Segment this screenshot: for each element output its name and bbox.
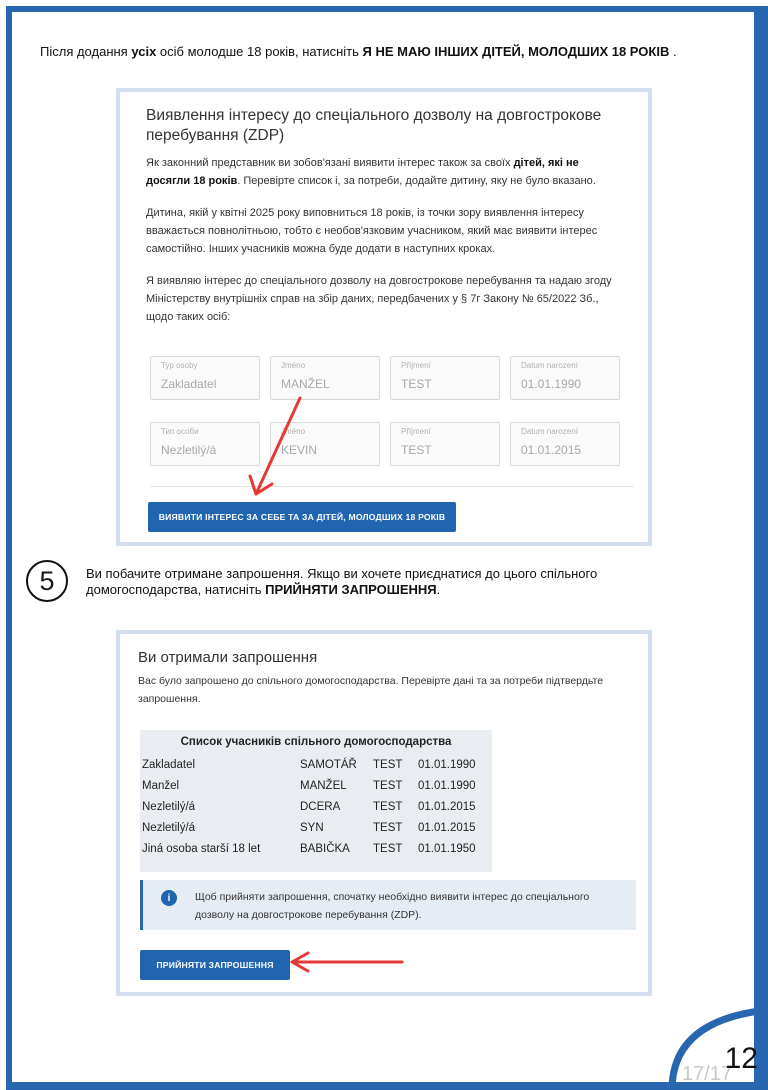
frame-right-edge [754,6,768,1082]
person-type-field: Typ osoby Zakladatel [150,356,260,400]
person-birthdate-field: Datum narození 01.01.1990 [510,356,620,400]
step-instruction-text: Ви побачите отримане запрошення. Якщо ви хочете приєднатися до цього спільного домогосподарства, натисніть ПРИЙНЯТИ ЗАПРОШЕННЯ. [86,566,598,597]
table-row: Zakladatel SAMOTÁŘ TEST 01.01.1990 [142,758,476,771]
page-number: 12 [724,1042,758,1075]
table-row: Nezletilý/á SYN TEST 01.01.2015 [142,821,476,834]
table-row: Manžel MANŽEL TEST 01.01.1990 [142,779,476,792]
person-surname-field: Příjmení TEST [390,356,500,400]
frame-bottom-edge [6,1082,768,1090]
person-type-field: Тип особи Nezletilý/á [150,422,260,466]
info-notice [140,880,636,930]
interest-card-title: Виявлення інтересу до спеціального дозволу на довгострокове перебування (ZDP) [146,107,602,144]
interest-card [116,88,652,546]
info-icon: i [161,890,177,906]
step-number-badge: 5 [26,560,68,602]
interest-paragraph-3: Я виявляю інтерес до спеціального дозволу на довгострокове перебування та надаю згоду Міністерству внутрішніх справ на збір даних, передбачених у § 7г Закону № 65/2022 Зб., щодо таких осіб: [146,275,612,323]
person-name-field: Jméno KEVIN [270,422,380,466]
page-ghost-number: 17/17 [681,1063,732,1085]
info-notice-text: Щоб прийняти запрошення, спочатку необхідно виявити інтерес до спеціального дозволу на довгострокове перебування (ZDP). [195,891,590,921]
person-row [150,422,630,466]
household-members-table [140,730,492,872]
divider [150,486,634,487]
person-name-field: Jméno MANŽEL [270,356,380,400]
interest-paragraph-1: Як законний представник ви зобов'язані виявити інтерес також за своїх дітей, які не досягли 18 років. Перевірте список і, за потреби, додайте дитину, яку не було вказано. [146,157,596,187]
instruction-text: Після додання усіх осіб молодше 18 років, натисніть Я НЕ МАЮ ІНШИХ ДІТЕЙ, МОЛОДШИХ 18 РОКІВ . [40,44,677,59]
household-members-title: Список учасників спільного домогосподарства [180,736,452,748]
invitation-paragraph: Вас було запрошено до спільного домогосподарства. Перевірте дані та за потреби підтвердьте запрошення. [138,675,604,705]
person-surname-field: Příjmení TEST [390,422,500,466]
express-interest-button[interactable]: ВИЯВИТИ ІНТЕРЕС ЗА СЕБЕ ТА ЗА ДІТЕЙ, МОЛОДШИХ 18 РОКІВ [148,502,456,532]
table-row: Jiná osoba starší 18 let BABIČKA TEST 01.01.1950 [142,842,476,855]
invitation-card [116,630,652,996]
person-row [150,356,630,400]
table-row: Nezletilý/á DCERA TEST 01.01.2015 [142,800,476,813]
invitation-card-title: Ви отримали запрошення [138,649,318,666]
interest-paragraph-2: Дитина, якій у квітні 2025 року виповниться 18 років, із точки зору виявлення інтересу вважається повнолітньою, тобто є необов'язковим учасником, який має виявити інтерес самостійно. Інших учасників можна буде додати в наступних кроках. [146,207,598,255]
person-birthdate-field: Datum narození 01.01.2015 [510,422,620,466]
accept-invitation-button[interactable]: ПРИЙНЯТИ ЗАПРОШЕННЯ [140,950,290,980]
